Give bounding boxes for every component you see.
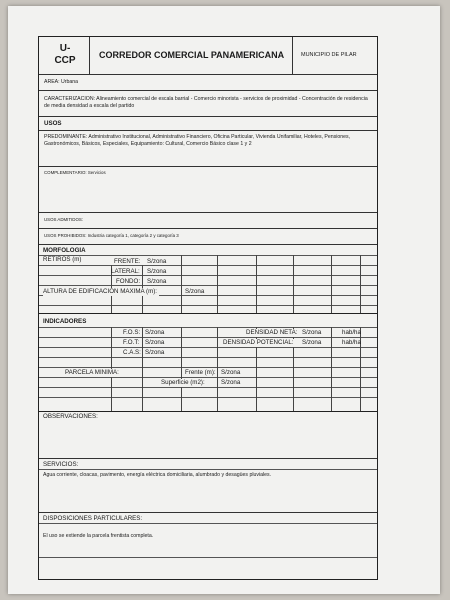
complementario-row — [39, 167, 377, 213]
frente-value: S/zona — [147, 258, 167, 265]
observaciones-row — [39, 411, 377, 459]
fos-value: S/zona — [145, 329, 165, 336]
admitidos-text: USOS ADMITIDOS: — [44, 217, 84, 222]
fondo-label: FONDO: — [116, 278, 141, 285]
densidad-neta-label: DENSIDAD NETA: — [246, 329, 298, 336]
densidad-neta-value: S/zona — [302, 329, 322, 336]
usos-heading-row — [39, 117, 377, 131]
indicadores-heading: INDICADORES — [43, 318, 87, 325]
zone-title: CORREDOR COMERCIAL PANAMERICANA — [99, 50, 285, 60]
predominante-text: PREDOMINANTE: Administrativo Institucional, Administrativo Financiero, Oficina Particular, Vivienda Unifamiliar, Hoteles, Pensiones, Gastronómicos, Básicos, Especiales, Equipamiento: Cultural, Comercio Básico clase 1 y 2 — [44, 134, 351, 147]
disposiciones-heading: DISPOSICIONES PARTICULARES: — [43, 515, 143, 522]
zoning-form — [38, 36, 378, 580]
cas-label: C.A.S: — [123, 349, 141, 356]
usos-heading: USOS — [44, 120, 62, 127]
caracterizacion-text: CARACTERIZACION: Alineamiento comercial de escala barrial - Comercio minorista - servicios de proximidad - Concentración de residencia de media densidad a escala del partido — [44, 96, 368, 109]
zone-code — [47, 43, 83, 66]
fondo-value: S/zona — [147, 278, 167, 285]
morfologia-grid — [39, 245, 377, 313]
densidad-potencial-label: DENSIDAD POTENCIAL: — [223, 339, 294, 346]
lateral-label: LATERAL: — [111, 268, 140, 275]
fot-value: S/zona — [145, 339, 165, 346]
densidad-potencial-unit: hab/ha — [342, 339, 361, 346]
servicios-heading: SERVICIOS: — [43, 461, 79, 468]
altura-value: S/zona — [185, 288, 205, 295]
area-text: AREA: Urbana — [44, 79, 79, 85]
parcela-minima-label: PARCELA MINIMA: — [65, 369, 119, 376]
altura-label: ALTURA DE EDIFICACION MAXIMA (m): — [43, 288, 158, 295]
parcela-frente-value: S/zona — [221, 369, 241, 376]
fot-label: F.O.T: — [123, 339, 140, 346]
municipality-label: MUNICIPIO DE PILAR — [301, 52, 357, 58]
densidad-potencial-value: S/zona — [302, 339, 322, 346]
disposiciones-text: El uso se extiende la parcela frentista completa. — [43, 533, 154, 539]
disposiciones-block — [39, 513, 377, 581]
cas-value: S/zona — [145, 349, 165, 356]
servicios-row — [39, 459, 377, 513]
area-row — [39, 75, 377, 91]
indicadores-grid — [39, 313, 377, 411]
parcela-superficie-value: S/zona — [221, 379, 241, 386]
densidad-neta-unit: hab/ha — [342, 329, 361, 336]
morfologia-heading: MORFOLOGIA — [43, 247, 86, 254]
zone-code-line1: U- — [59, 43, 71, 54]
form-header — [39, 37, 377, 75]
zone-code-line2: CCP — [54, 54, 76, 66]
complementario-text: COMPLEMENTARIO: Servicios — [44, 170, 106, 175]
caracterizacion-row — [39, 91, 377, 117]
admitidos-row — [39, 213, 377, 229]
observaciones-heading: OBSERVACIONES: — [43, 413, 98, 420]
predominante-row — [39, 131, 377, 167]
divider — [89, 37, 90, 74]
prohibidos-row — [39, 229, 377, 245]
prohibidos-text: USOS PROHIBIDOS: Industria categoría 1, categoría 2 y categoría 3 — [44, 233, 179, 238]
document-page — [8, 6, 440, 594]
divider — [292, 37, 293, 74]
parcela-superficie-label: Superficie (m2): — [161, 379, 205, 386]
retiros-label: RETIROS (m) — [43, 256, 82, 263]
frente-label: FRENTE: — [114, 258, 141, 265]
parcela-frente-label: Frente (m): — [185, 369, 216, 376]
servicios-text: Agua corriente, cloacas, pavimento, energía eléctrica domiciliaria, alumbrado y desagües pluviales. — [43, 472, 272, 478]
fos-label: F.O.S: — [123, 329, 141, 336]
lateral-value: S/zona — [147, 268, 167, 275]
